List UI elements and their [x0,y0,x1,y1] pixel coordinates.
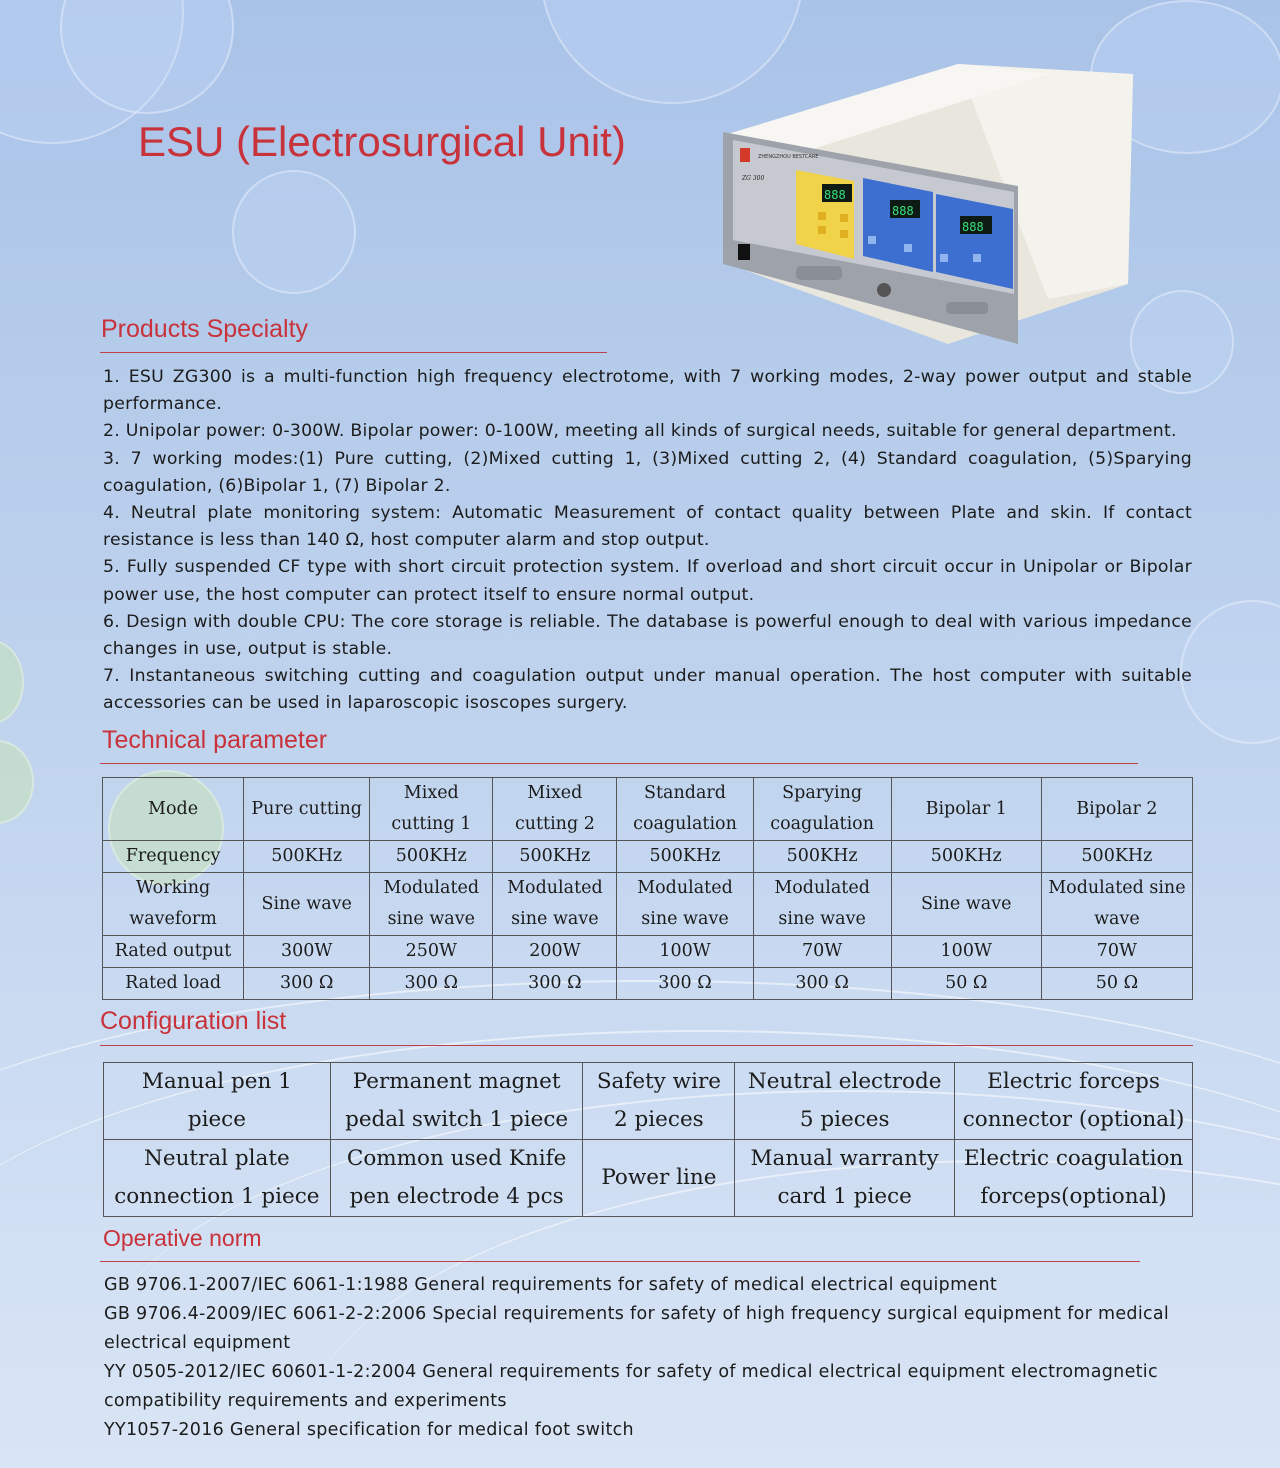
section-divider [100,1261,1140,1262]
table-cell: 50 Ω [891,968,1041,1000]
norm-item: YY1057-2016 General specification for medical foot switch [104,1420,634,1440]
section-heading-technical: Technical parameter [102,726,328,754]
device-logo-icon [740,148,750,162]
table-cell: 300 Ω [244,968,370,1000]
section-heading-norm: Operative norm [103,1225,262,1251]
specialty-item: 5. Fully suspended CF type with short circuit protection system. If overload and short circuit occur in Unipolar or Bipolar power use, the host computer can protect itself to ensure normal output. [103,557,1192,605]
table-cell: Manual pen 1 piece [104,1063,331,1140]
table-row [103,936,1193,968]
table-cell: 200W [493,936,617,968]
table-cell: Neutral electrode 5 pieces [735,1063,955,1140]
table-cell: Frequency [103,841,244,873]
table-cell: 100W [617,936,753,968]
table-cell: 500KHz [617,841,753,873]
table-header-cell: Pure cutting [244,778,370,841]
norm-item: YY 0505-2012/IEC 60601-1-2:2004 General requirements for safety of medical electrical equipment electromagnetic compatibility requirements and experiments [104,1362,1158,1411]
device-readout-1: 888 [824,188,846,202]
specialty-item: 4. Neutral plate monitoring system: Automatic Measurement of contact quality between Plate and skin. If contact resistance is less than 140 Ω, host computer alarm and stop output. [103,503,1192,551]
specialty-item: 3. 7 working modes:(1) Pure cutting, (2)Mixed cutting 1, (3)Mixed cutting 2, (4) Standard coagulation, (5)Sparying coagulation, (6)Bipolar 1, (7) Bipolar 2. [103,448,1192,496]
table-header-cell: Bipolar 1 [891,778,1041,841]
table-cell: 500KHz [1041,841,1192,873]
specialty-item: 6. Design with double CPU: The core storage is reliable. The database is powerful enough to deal with various impedance changes in use, output is stable. [103,611,1192,660]
table-cell: 300 Ω [617,968,753,1000]
device-brand-label: ZHENGZHOU BESTCARE [758,154,819,160]
table-cell: Manual warranty card 1 piece [735,1140,955,1217]
table-cell: Rated load [103,968,244,1000]
table-row [103,841,1193,873]
section-heading-configuration: Configuration list [100,1007,287,1035]
table-header-row [103,778,1193,841]
device-readout-2: 888 [892,204,914,218]
table-cell: Permanent magnet pedal switch 1 piece [330,1063,583,1140]
table-cell: 500KHz [891,841,1041,873]
power-switch-icon [738,244,750,260]
table-cell: Modulated sine wave [370,873,493,936]
table-cell: Modulated sine wave [617,873,753,936]
table-cell: Modulated sine wave [753,873,891,936]
table-cell: 500KHz [753,841,891,873]
section-divider [100,1045,1193,1046]
table-row [104,1140,1193,1217]
table-cell: 500KHz [244,841,370,873]
table-header-cell: Mode [103,778,244,841]
table-cell: Rated output [103,936,244,968]
specialty-item: 1. ESU ZG300 is a multi-function high frequency electrotome, with 7 working modes, 2-way power output and stable performance. [103,367,1192,415]
table-cell: Electric forceps connector (optional) [955,1063,1193,1140]
table-header-cell: Bipolar 2 [1041,778,1192,841]
table-cell: Safety wire 2 pieces [583,1063,735,1140]
table-cell: Sine wave [891,873,1041,936]
table-cell: 50 Ω [1041,968,1192,1000]
norm-item: GB 9706.1-2007/IEC 6061-1:1988 General requirements for safety of medical electrical equipment [104,1275,998,1295]
table-cell: 250W [370,936,493,968]
table-cell: Modulated sine wave [493,873,617,936]
table-cell: 300 Ω [370,968,493,1000]
table-cell: 500KHz [370,841,493,873]
section-divider [100,352,607,353]
table-cell: 100W [891,936,1041,968]
table-cell: 300 Ω [493,968,617,1000]
table-cell: Working waveform [103,873,244,936]
table-header-cell: Mixed cutting 2 [493,778,617,841]
specialty-item: 2. Unipolar power: 0-300W. Bipolar power: 0-100W, meeting all kinds of surgical needs, suitable for general department. [103,421,1177,442]
device-model-label: ZG 300 [742,175,765,182]
section-heading-specialty: Products Specialty [101,315,309,343]
table-cell: Power line [583,1140,735,1217]
norm-item: GB 9706.4-2009/IEC 6061-2-2:2006 Special requirements for safety of high frequency surgical equipment for medical electrical equipment [104,1304,1170,1353]
specialty-list [103,364,1192,718]
section-divider [100,763,1138,764]
table-row [103,873,1193,936]
table-cell: Modulated sine wave [1041,873,1192,936]
table-cell: 500KHz [493,841,617,873]
technical-parameter-table [102,777,1193,1000]
table-cell: 300W [244,936,370,968]
table-cell: 70W [753,936,891,968]
table-cell: 70W [1041,936,1192,968]
table-row [104,1063,1193,1140]
table-cell: Sine wave [244,873,370,936]
table-cell: Neutral plate connection 1 piece [104,1140,331,1217]
table-header-cell: Standard coagulation [617,778,753,841]
table-header-cell: Sparying coagulation [753,778,891,841]
table-cell: 300 Ω [753,968,891,1000]
table-cell: Common used Knife pen electrode 4 pcs [330,1140,583,1217]
operative-norm-list [104,1271,1184,1445]
page-title: ESU (Electrosurgical Unit) [138,118,626,165]
specialty-item: 7. Instantaneous switching cutting and coagulation output under manual operation. The host computer with suitable accessories can be used in laparoscopic isoscopes surgery. [103,666,1192,714]
table-cell: Electric coagulation forceps(optional) [955,1140,1193,1217]
table-header-cell: Mixed cutting 1 [370,778,493,841]
configuration-table [103,1062,1193,1217]
electrosurgical-unit-image [718,44,1138,344]
table-row [103,968,1193,1000]
device-readout-3: 888 [962,220,984,234]
